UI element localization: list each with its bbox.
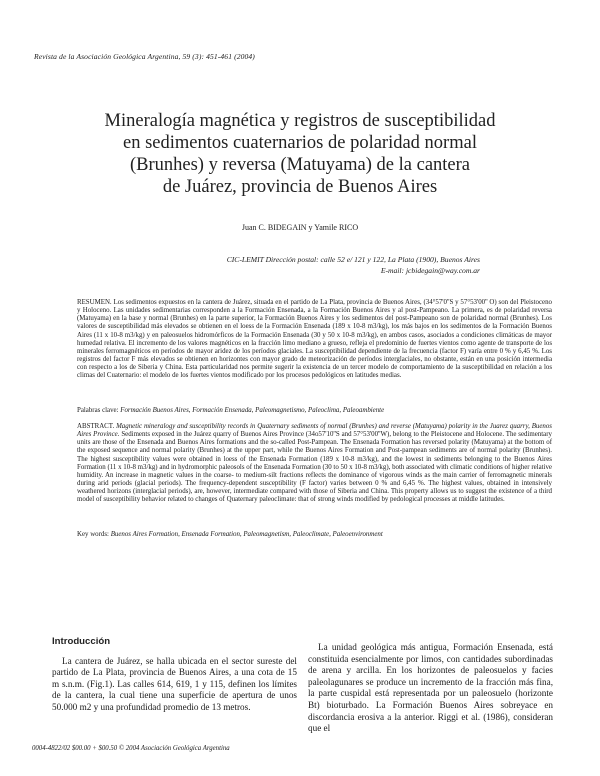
palabras-clave-text: Formación Buenos Aires, Formación Ensenada, Paleomagnetismo, Paleoclima, Paleoambiente	[120, 407, 385, 414]
abstract-title: Magnetic mineralogy and susceptibility records in Quaternary sediments of normal (Brunhes) and reverse (Matuyama) polarity in the Juarez quarry, Buenos Aires Province.	[77, 423, 552, 439]
palabras-clave-label: Palabras clave:	[77, 407, 119, 414]
right-column	[308, 642, 553, 735]
affiliation-address: CIC-LEMIT Dirección postal: calle 52 e/ 121 y 122, La Plata (1900), Buenos Aires	[226, 255, 480, 264]
palabras-clave-block	[77, 407, 552, 415]
affiliation	[150, 255, 480, 276]
keywords-block	[77, 531, 552, 539]
keywords-text: Buenos Aires Formation, Ensenada Formation, Paleomagnetism, Paleoclimate, Paleoenvironment	[110, 531, 383, 538]
abstract-label: ABSTRACT.	[77, 423, 115, 430]
copyright-footer: 0004-4822/02 $00.00 + $00.50 © 2004 Asociación Geológica Argentina	[32, 745, 230, 752]
title-line: Mineralogía magnética y registros de susceptibilidad	[104, 111, 496, 131]
title-line: (Brunhes) y reversa (Matuyama) de la cantera	[129, 155, 471, 175]
section-heading: Introducción	[52, 636, 111, 647]
article-title	[60, 110, 540, 198]
intro-paragraph: La cantera de Juárez, se halla ubicada en el sector sureste del partido de La Plata, provincia de Buenos Aires, a una cota de 15 m s.n.m. (Fig.1). Las calles 614, 619, 1 y 115, definen los límites de la cantera, la cual tiene una superficie de apertura de unos 50.000 m2 y una profundidad promedio de 13 metros.	[52, 655, 297, 712]
affiliation-email: E-mail: jcbidegain@way.com.ar	[380, 265, 480, 275]
authors: Juan C. BIDEGAIN y Yamile RICO	[241, 223, 359, 232]
resumen-label: RESUMEN.	[77, 299, 112, 306]
journal-header: Revista de la Asociación Geológica Argentina, 59 (3): 451-461 (2004)	[34, 52, 255, 61]
resumen-text: Los sedimentos expuestos en la cantera de Juárez, situada en el partido de La Plata, provincia de Buenos Aires, (34°57'0''S y 57°53'00'' O) son del Pleistoceno y Holoceno. Las unidades sedimentarias corresponden a la Formación Ensenada, a la Formación Buenos Aires y al post-Pampeano. La primera, es de polaridad reversa (Matuyama) en la base y normal (Brunhes) en la parte superior, la Formación Buenos Aires y los sedimentos del post-Pampeano son de polaridad normal (Brunhes). Los valores de susceptibilidad más elevados se obtienen en el loess de la Formación Ensenada (189 x 10-8 m3/kg), los más bajos en los sedimentos de la Formación Buenos Aires (11 x 10-8 m3/kg) y en paleosuelos hidromórficos de la Formación Ensenada (30 y 50 x 10-8 m3/kg), en ambos casos, asociados a condiciones climáticas de mayor humedad relativa. El incremento de los valores magnéticos en la fracción limo mediano a grueso, refleja el predominio de fuertes vientos como agente de transporte de los minerales ferromagnéticos en períodos de mayor aridez de los períodos glaciales. La susceptibilidad dependiente de la frecuencia (factor F) varía entre 0 % y 6,45 %. Los registros del factor F más elevados se obtienen en horizontes con mayor grado de meteorización de períodos interglaciales, no obstante, están en una posición intermedia con respecto a los de Siberia y China. Esta particularidad nos permite sugerir la existencia de un tercer modelo de comportamiento de la susceptibilidad en relación a los climas del Cuaternario: el modelo de los fuertes vientos modificado por los procesos pedológicos en latitudes medias.	[77, 299, 552, 380]
title-line: en sedimentos cuaternarios de polaridad normal	[123, 133, 477, 153]
resumen-block	[77, 299, 552, 381]
left-column	[52, 636, 297, 714]
title-line: de Juárez, provincia de Buenos Aires	[162, 177, 438, 197]
keywords-label: Key words:	[77, 531, 109, 538]
geology-paragraph: La unidad geológica más antigua, Formación Ensenada, está constituida esencialmente por limos, con cantidades subordinadas de arena y arcilla. En los horizontes de paleosuelos y facies paleolagunares se produce un incremento de la fracción más fina, la parte cuspidal está representada por un paleosuelo (horizonte Bt) bioturbado. La Formación Buenos Aires sobreyace en discordancia erosiva a la anterior. Riggi et al. (1986), consideran que el	[308, 642, 553, 734]
abstract-block	[77, 423, 552, 505]
abstract-text: Sediments exposed in the Juárez quarry of Buenos Aires Province (34o57'10''S and 57°53'00''W), belong to the Pleistocene and Holocene. The sedimentary units are those of the Ensenada and Buenos Aires formations and the so-called Post-Pampean. The Ensenada Formation has reversed polarity (Matuyama) at the bottom of the exposed sequence and normal polarity (Brunhes) at the upper part, while the Buenos Aires Formation and Post-pampean sediments are of normal polarity (Brunhes). The highest susceptibility values were obtained in loess of the Ensenada Formation (189 x 10-8 m3/kg), and the lowest in sediments belonging to the Buenos Aires Formation (11 x 10-8 m3/kg) and in hydromorphic paleosols of the Ensenada Formation (30 to 50 x 10-8 m3/kg), both associated with climatic conditions of higher relative humidity. An increase in magnetic values in the coarse- to medium-silt fractions reflects the dominance of vigorous winds as the main carrier of ferromagnetic minerals during arid periods (glacial periods). The frequency-dependent susceptibility (F factor) varies between 0 % and 6,45 %. The highest values, obtained in intensively weathered horizons (interglacial periods), are, however, intermediate compared with those of Siberia and China. This property allows us to suggest the existence of a third model of susceptibility behavior related to changes of Quaternary paleoclimate: that of strong winds modified by pedological processes at middle latitudes.	[77, 431, 552, 504]
